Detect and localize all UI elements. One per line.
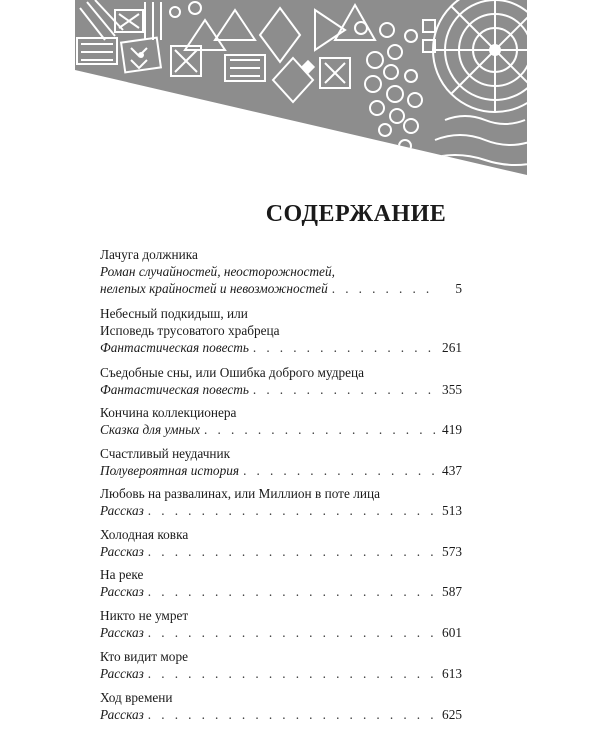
toc-entry (100, 246, 462, 297)
toc-page-number: 587 (442, 584, 462, 599)
toc-entry-title: Счастливый неудачник (100, 446, 231, 461)
toc-leader-line (100, 706, 462, 723)
toc-leader-line (100, 462, 462, 479)
toc-page-number: 513 (442, 503, 462, 518)
toc-entry-subtitle: Рассказ (100, 707, 144, 722)
toc-entry-title: Исповедь трусоватого храбреца (100, 323, 280, 338)
dot-leader (148, 583, 436, 600)
dot-leader (148, 543, 436, 560)
dot-leader (253, 339, 436, 356)
toc-leader-line (100, 502, 462, 519)
toc-entry-title: Лачуга должника (100, 247, 198, 262)
dot-leader (148, 665, 436, 682)
toc-entry (100, 364, 462, 398)
toc-leader-line (100, 624, 462, 641)
dot-leader (204, 421, 436, 438)
toc-entry-title: Любовь на развалинах, или Миллион в поте лица (100, 486, 380, 501)
toc-leader-line (100, 543, 462, 560)
toc-entry-title: Съедобные сны, или Ошибка доброго мудреца (100, 365, 365, 380)
toc-entry (100, 526, 462, 560)
toc-page-number: 437 (442, 463, 462, 478)
toc-entry-subtitle: Рассказ (100, 666, 144, 681)
toc-page-number: 601 (442, 625, 462, 640)
toc-entry-subtitle: Фантастическая повесть (100, 340, 249, 355)
toc-page-number: 419 (442, 422, 462, 437)
decorative-ornament-band (75, 0, 527, 175)
toc-entry (100, 689, 462, 723)
toc-page-number: 573 (442, 544, 462, 559)
toc-entry-title: Ход времени (100, 690, 173, 705)
toc-entry-subtitle: Сказка для умных (100, 422, 201, 437)
toc-page-number: 355 (442, 382, 462, 397)
toc-page-number: 613 (442, 666, 462, 681)
toc-entry (100, 566, 462, 600)
toc-entry-subtitle: Полувероятная история (100, 463, 240, 478)
dot-leader (148, 502, 436, 519)
toc-entry (100, 607, 462, 641)
toc-page-number: 261 (442, 340, 462, 355)
toc-leader-line (100, 665, 462, 682)
dot-leader (243, 462, 436, 479)
toc-entry-subtitle: Рассказ (100, 544, 144, 559)
toc-entry (100, 445, 462, 479)
toc-leader-line (100, 421, 462, 438)
toc-page-number: 625 (442, 707, 462, 722)
toc-entry (100, 305, 462, 356)
toc-entry-title: Кто видит море (100, 649, 188, 664)
toc-entry-subtitle: нелепых крайностей и невозможностей (100, 281, 328, 296)
dot-leader (253, 381, 436, 398)
toc-entry-title: Кончина коллекционера (100, 405, 237, 420)
toc-entry-subtitle: Рассказ (100, 584, 144, 599)
toc-entry-subtitle: Роман случайностей, неосторожностей, (100, 264, 335, 279)
toc-leader-line (100, 280, 462, 297)
toc-entry-title: Никто не умрет (100, 608, 189, 623)
toc-entry (100, 404, 462, 438)
toc-entry (100, 648, 462, 682)
dot-leader (148, 624, 436, 641)
toc-entry-title: На реке (100, 567, 144, 582)
toc-entry-subtitle: Фантастическая повесть (100, 382, 249, 397)
toc-leader-line (100, 583, 462, 600)
toc-entry (100, 485, 462, 519)
toc-page-number: 5 (455, 281, 462, 296)
toc-leader-line (100, 339, 462, 356)
contents-heading: СОДЕРЖАНИЕ (265, 201, 447, 227)
toc-entry-title: Холодная ковка (100, 527, 189, 542)
dot-leader (148, 706, 436, 723)
table-of-contents (100, 246, 462, 723)
toc-entry-title: Небесный подкидыш, или (100, 306, 248, 321)
dot-leader (332, 280, 436, 297)
toc-entry-subtitle: Рассказ (100, 625, 144, 640)
toc-entry-subtitle: Рассказ (100, 503, 144, 518)
toc-leader-line (100, 381, 462, 398)
